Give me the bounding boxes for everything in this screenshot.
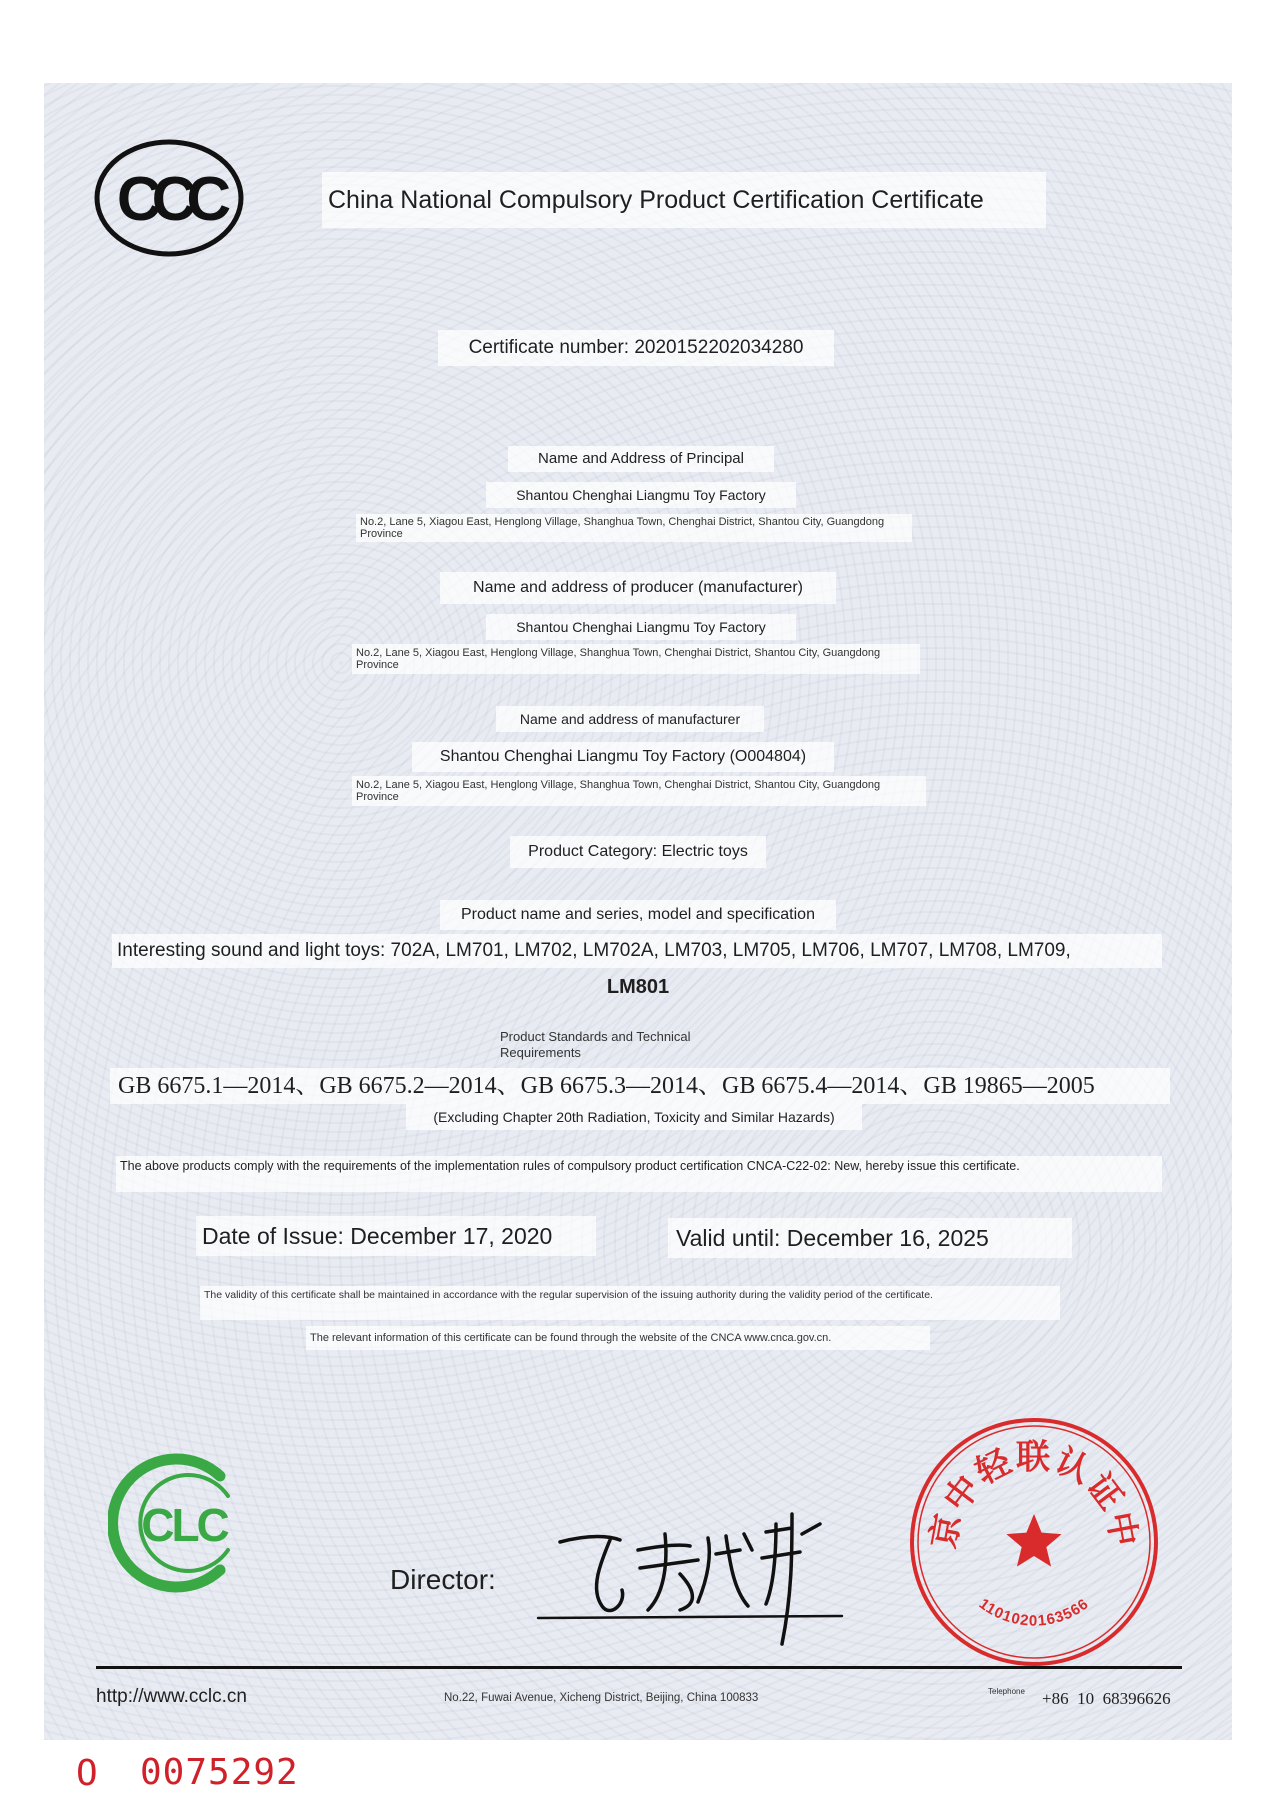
standards-list: GB 6675.1—2014、GB 6675.2—2014、GB 6675.3—2014、GB 6675.4—2014、GB 19865—2005 [110,1068,1170,1104]
product-models-line2: LM801 [606,976,670,998]
clc-logo [108,1448,254,1598]
footer-telephone-label: Telephone [988,1687,1025,1696]
compliance-statement: The above products comply with the requirements of the implementation rules of compulsory product certification CNCA-C22-02: New, hereby issue this certificate. [116,1156,1162,1192]
svg-text:北京中轻联认证中心: 京中轻联认证中 [923,1437,1145,1552]
producer-heading: Name and address of producer (manufacturer) [440,572,836,604]
principal-heading: Name and Address of Principal [508,446,774,472]
certification-seal [906,1414,1162,1670]
date-of-issue: Date of Issue: December 17, 2020 [196,1216,596,1256]
product-heading: Product name and series, model and specification [440,900,836,930]
director-signature [530,1494,850,1654]
footer-telephone: +86 10 68396626 [1042,1689,1171,1708]
valid-until: Valid until: December 16, 2025 [668,1218,1072,1258]
cnca-info-note: The relevant information of this certificate can be found through the website of the CNCA www.cnca.gov.cn. [306,1326,930,1350]
director-label: Director: [390,1564,496,1595]
svg-text:CLC: CLC [141,1499,227,1551]
validity-note: The validity of this certificate shall be maintained in accordance with the regular supervision of the issuing authority during the validity period of the certificate. [200,1286,1060,1320]
standards-note: (Excluding Chapter 20th Radiation, Toxicity and Similar Hazards) [406,1104,862,1130]
producer-name: Shantou Chenghai Liangmu Toy Factory [486,614,796,640]
serial-number: 0075292 [140,1752,299,1793]
certificate-title: China National Compulsory Product Certification Certificate [322,172,1046,228]
manufacturer-address: No.2, Lane 5, Xiagou East, Henglong Village, Shanghua Town, Chenghai District, Shantou City, Guangdong Province [352,776,926,806]
product-category: Product Category: Electric toys [510,836,766,868]
producer-address: No.2, Lane 5, Xiagou East, Henglong Village, Shanghua Town, Chenghai District, Shantou City, Guangdong Province [352,644,920,674]
footer-website[interactable]: http://www.cclc.cn [96,1686,247,1707]
manufacturer-name: Shantou Chenghai Liangmu Toy Factory (O004804) [412,742,834,772]
footer-address: No.22, Fuwai Avenue, Xicheng District, Beijing, China 100833 [444,1692,759,1704]
svg-text:CCC: CCC [116,165,222,234]
serial-prefix: O [76,1753,98,1794]
ccc-logo [93,138,245,258]
standards-heading: Product Standards and Technical Requirements [500,1029,691,1060]
principal-address: No.2, Lane 5, Xiagou East, Henglong Village, Shanghua Town, Chenghai District, Shantou City, Guangdong Province [356,514,912,542]
principal-name: Shantou Chenghai Liangmu Toy Factory [486,482,796,508]
certificate-number: Certificate number: 2020152202034280 [438,330,834,366]
product-models-line1: Interesting sound and light toys: 702A, LM701, LM702, LM702A, LM703, LM705, LM706, LM707, LM708, LM709, [112,934,1162,968]
svg-text:1101020163566: 1101020163566 [975,1595,1093,1630]
manufacturer-heading: Name and address of manufacturer [496,706,764,732]
footer-rule [96,1666,1182,1669]
